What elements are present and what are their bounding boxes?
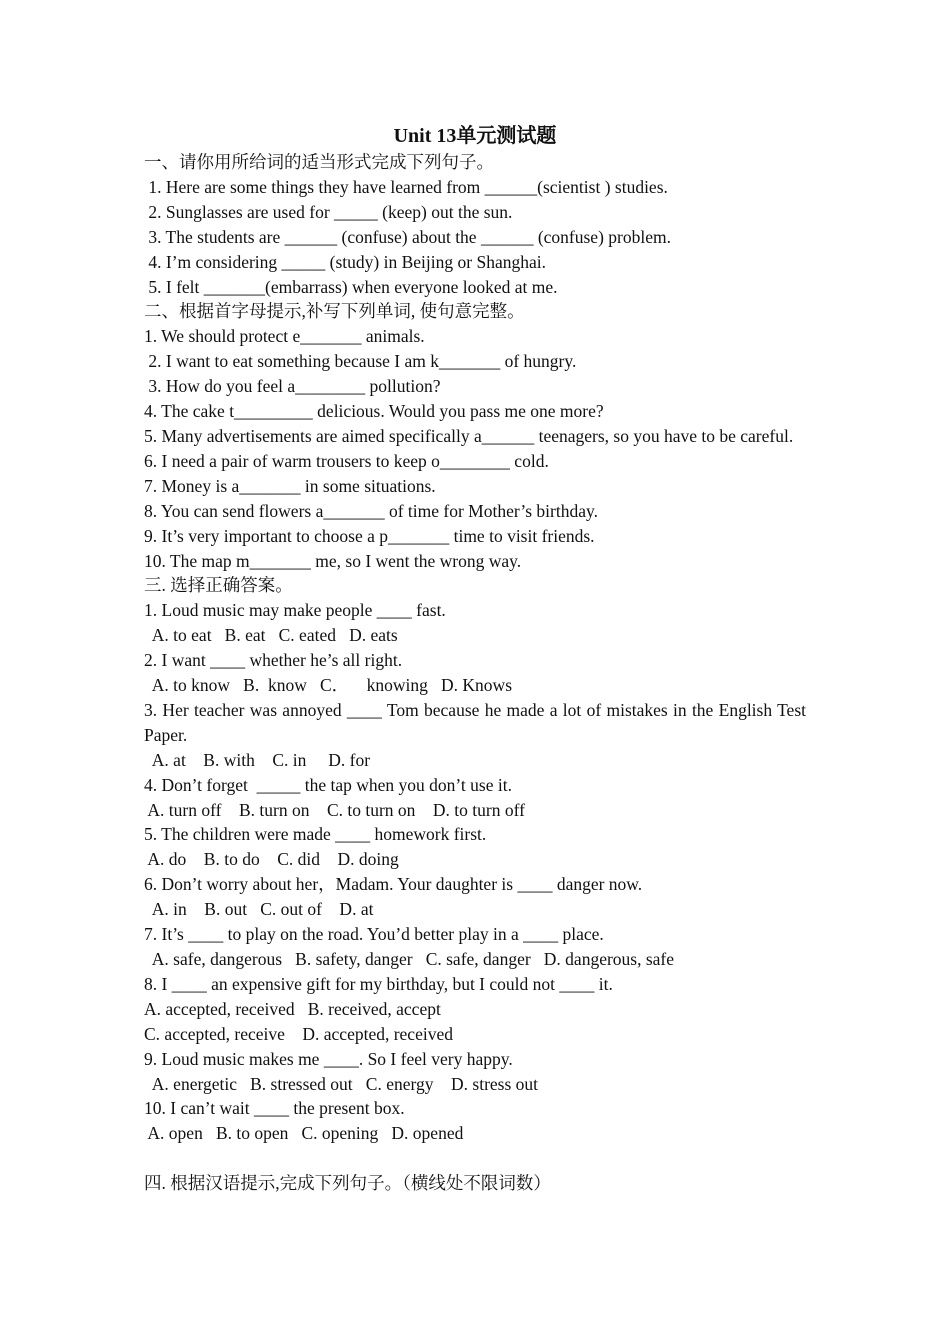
document-title: Unit 13单元测试题 [393, 125, 557, 147]
s1-item-1: 1. Here are some things they have learned from ______(scientist ) studies. [144, 176, 668, 197]
s3-q8-options-ab: A. accepted, received B. received, accept [144, 998, 441, 1019]
s3-q7: 7. It’s ____ to play on the road. You’d better play in a ____ place. [144, 924, 604, 945]
s3-q10: 10. I can’t wait ____ the present box. [144, 1098, 405, 1119]
s2-item-5: 5. Many advertisements are aimed specifically a______ teenagers, so you have to be careful. [144, 425, 794, 446]
s3-q4: 4. Don’t forget _____ the tap when you don’t use it. [144, 774, 512, 795]
s2-item-3: 3. How do you feel a________ pollution? [144, 376, 441, 397]
section-3-heading: 三. 选择正确答案。 [144, 575, 293, 596]
s3-q2-options: A. to know B. know C． knowing D. Knows [144, 675, 513, 696]
s3-q10-options: A. open B. to open C. opening D. opened [144, 1123, 464, 1144]
s3-q8-options-cd: C. accepted, receive D. accepted, received [144, 1023, 453, 1044]
s2-item-10: 10. The map m_______ me, so I went the wrong way. [144, 550, 522, 571]
s3-q4-options: A. turn off B. turn on C. to turn on D. to turn off [144, 799, 525, 820]
s1-item-4: 4. I’m considering _____ (study) in Beijing or Shanghai. [144, 251, 546, 272]
document-page [144, 122, 806, 1196]
s3-q3-options: A. at B. with C. in D. for [144, 749, 371, 770]
section-4-heading: 四. 根据汉语提示,完成下列句子。（横线处不限词数） [144, 1173, 551, 1194]
section-2-heading: 二、根据首字母提示,补写下列单词, 使句意完整。 [144, 301, 525, 322]
s2-item-4: 4. The cake t_________ delicious. Would you pass me one more? [144, 401, 604, 422]
s3-q9-options: A. energetic B. stressed out C. energy D. stress out [144, 1073, 539, 1094]
s2-item-6: 6. I need a pair of warm trousers to keep o________ cold. [144, 450, 549, 471]
s3-q1-options: A. to eat B. eat C. eated D. eats [144, 625, 398, 646]
s2-item-7: 7. Money is a_______ in some situations. [144, 475, 436, 496]
s3-q5: 5. The children were made ____ homework first. [144, 824, 487, 845]
s1-item-3: 3. The students are ______ (confuse) about the ______ (confuse) problem. [144, 226, 671, 247]
s1-item-5: 5. I felt _______(embarrass) when everyone looked at me. [144, 276, 558, 297]
s3-q6: 6. Don’t worry about her，Madam. Your daughter is ____ danger now. [144, 874, 643, 895]
s2-item-9: 9. It’s very important to choose a p_______ time to visit friends. [144, 525, 595, 546]
s3-q9: 9. Loud music makes me ____. So I feel very happy. [144, 1048, 513, 1069]
s3-q2: 2. I want ____ whether he’s all right. [144, 650, 403, 671]
s2-item-1: 1. We should protect e_______ animals. [144, 326, 425, 347]
s3-q5-options: A. do B. to do C. did D. doing [144, 849, 399, 870]
s2-item-8: 8. You can send flowers a_______ of time for Mother’s birthday. [144, 500, 598, 521]
s3-q3: 3. Her teacher was annoyed ____ Tom because he made a lot of mistakes in the English Test Paper. [144, 699, 806, 745]
s1-item-2: 2. Sunglasses are used for _____ (keep) out the sun. [144, 201, 513, 222]
s3-q1: 1. Loud music may make people ____ fast. [144, 600, 446, 621]
s3-q6-options: A. in B. out C. out of D. at [144, 899, 374, 920]
blank-line [144, 1146, 806, 1171]
s3-q8: 8. I ____ an expensive gift for my birthday, but I could not ____ it. [144, 973, 613, 994]
s2-item-2: 2. I want to eat something because I am k_______ of hungry. [144, 351, 577, 372]
s3-q7-options: A. safe, dangerous B. safety, danger C. safe, danger D. dangerous, safe [144, 949, 675, 969]
section-1-heading: 一、请你用所给词的适当形式完成下列句子。 [144, 152, 494, 172]
